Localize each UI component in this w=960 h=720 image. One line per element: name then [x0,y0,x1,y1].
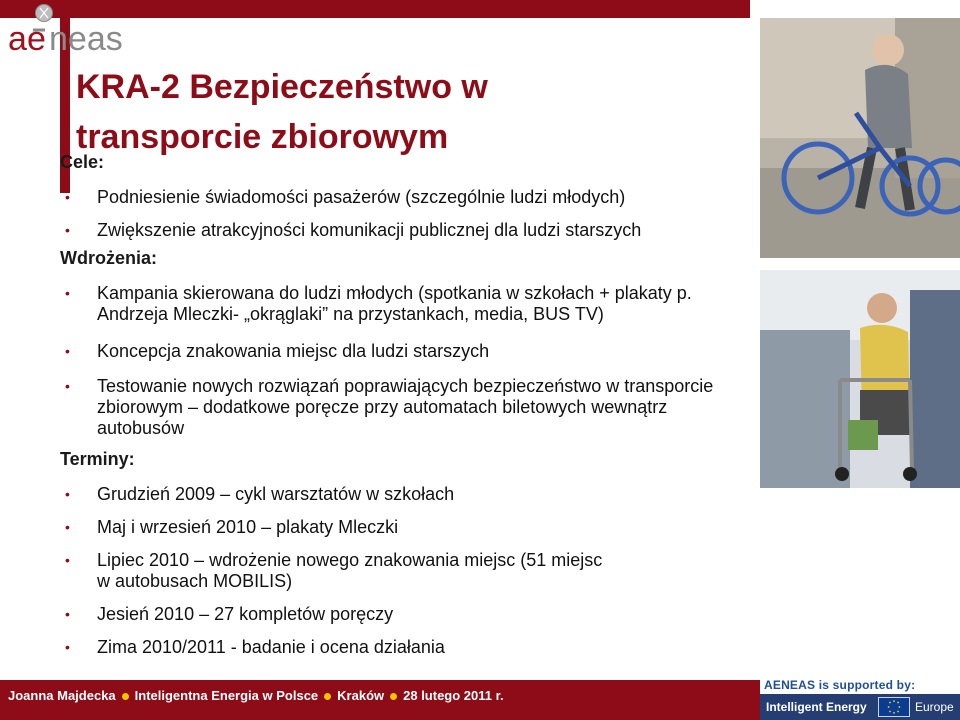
bullet-item: • Koncepcja znakowania miejsc dla ludzi starszych [65,341,490,361]
photo-panel [760,18,960,680]
intelligent-energy-label: Intelligent Energy [766,700,867,714]
svg-text:e: e [27,20,46,58]
bullet-dot-icon: • [65,552,70,568]
bullet-item: • Zwiększenie atrakcyjności komunikacji publicznej dla ludzi starszych [65,220,642,240]
supported-by-box [760,676,960,720]
aeneas-logo [4,0,154,62]
section-heading-cele: Cele: [60,152,105,172]
slide-content [60,150,750,658]
bullet-dot-icon: • [65,606,70,622]
intelligent-energy-bar [760,694,960,720]
footer-dot-icon [324,693,331,700]
footer-text [8,688,504,703]
bullet-item: • Maj i wrzesień 2010 – plakaty Mleczki [65,517,399,537]
section-heading-wdrozenia: Wdrożenia: [60,248,157,268]
bullet-dot-icon: • [65,639,70,655]
bullet-dot-icon: • [65,519,70,535]
bullet-dot-icon: • [65,222,70,238]
bullet-dot-icon: • [65,285,70,301]
footer-bar [0,680,760,720]
section-heading-terminy: Terminy: [60,449,135,469]
top-band-gap [750,0,960,18]
bullet-dot-icon: • [65,343,70,359]
bullet-dot-icon: • [65,486,70,502]
europe-label: Europe [915,700,954,714]
bullet-dot-icon: • [65,189,70,205]
bullet-item: • Zima 2010/2011 - badanie i ocena działania [65,637,445,657]
footer-date: 28 lutego 2011 r. [403,688,504,703]
walker-photo [760,270,960,488]
footer-event: Inteligentna Energia w Polsce [134,688,319,703]
footer-dot-icon [390,693,397,700]
eu-flag-icon [878,697,910,717]
svg-text:a: a [8,20,27,58]
footer-author: Joanna Majdecka [8,688,116,703]
bullet-item: • Grudzień 2009 – cykl warsztatów w szkołach [65,484,455,504]
bullet-item: • Kampania skierowana do ludzi młodych (spotkania w szkołach + plakaty p. Andrzeja Mleczki- „okrąglaki” na przystankach, media, BUS TV) [65,283,692,324]
bullet-item: • Lipiec 2010 – wdrożenie nowego znakowania miejsc (51 miejsc w autobusach MOBILIS) [65,550,603,591]
svg-text:neas: neas [49,20,123,58]
tricycle-photo [760,18,960,258]
slide-title: KRA-2 Bezpieczeństwo w transporcie zbiorowym [76,68,488,156]
bullet-item: • Podniesienie świadomości pasażerów (szczególnie ludzi młodych) [65,187,626,207]
footer-city: Kraków [337,688,385,703]
bullet-dot-icon: • [65,378,70,394]
bullet-item: • Jesień 2010 – 27 kompletów poręczy [65,604,394,624]
footer-dot-icon [122,693,129,700]
supported-by-text: AENEAS is supported by: [764,678,916,692]
bullet-item: • Testowanie nowych rozwiązań poprawiających bezpieczeństwo w transporcie zbiorowym – dodatkowe poręcze przy automatach biletowych wewnątrz autobusów [65,376,714,438]
